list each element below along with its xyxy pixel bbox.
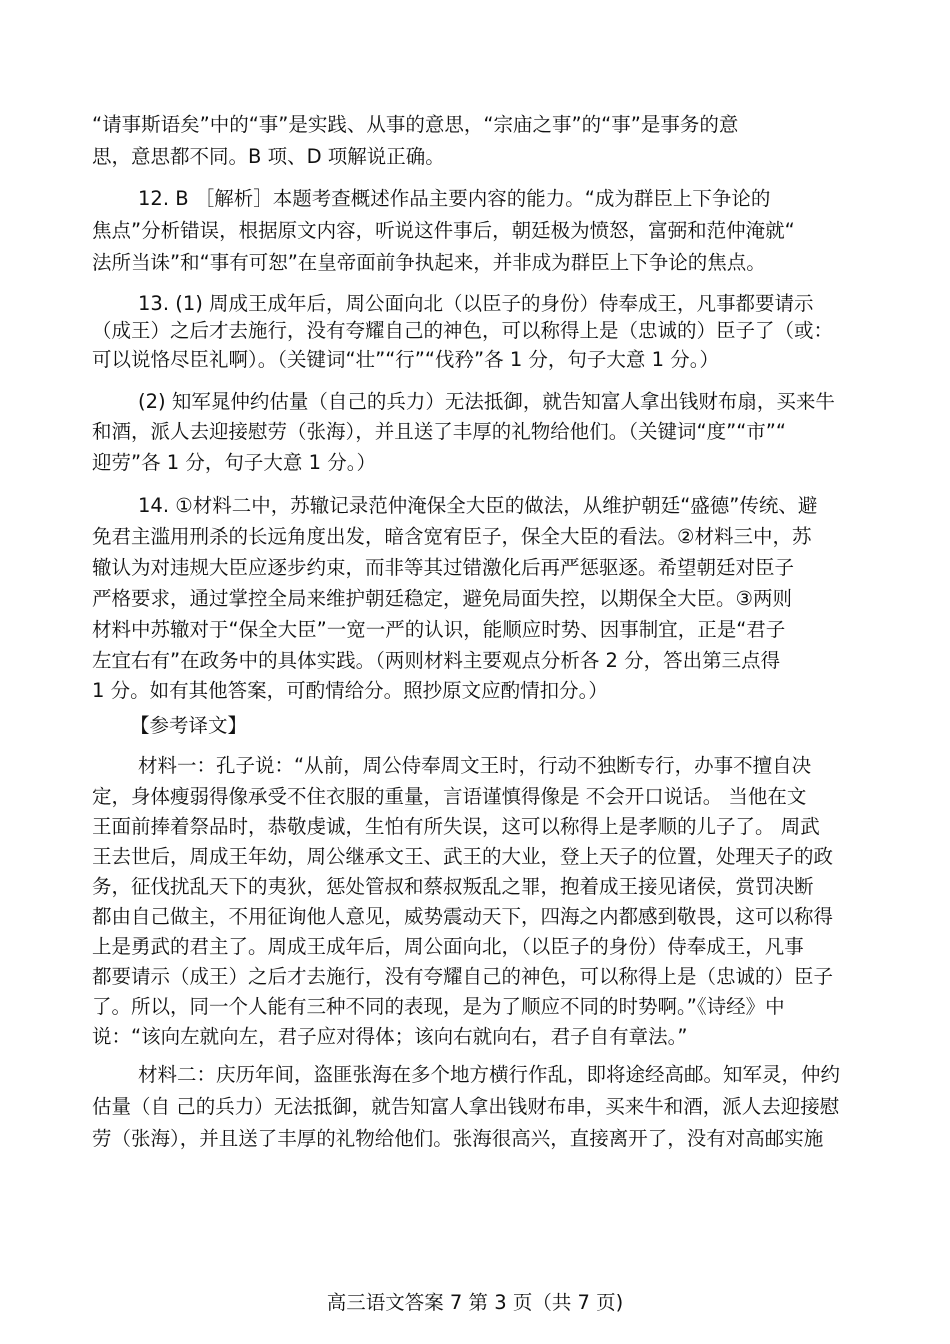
- text-line: 焦点”分析错误，根据原文内容，听说这件事后，朝廷极为愤怒，富弼和范仲淹就“: [92, 219, 795, 242]
- text-line: 辙认为对违规大臣应逐步约束，而非等其过错激化后再严惩驱逐。希望朝廷对臣子: [92, 556, 795, 579]
- translation-line: 劳（张海），并且送了丰厚的礼物给他们。张海很高兴，直接离开了，没有对高邮实施: [92, 1127, 824, 1150]
- text-line: 可以说恪尽臣礼啊）。（关键词“壮”“行”“伐矜”各 1 分，句子大意 1 分。）: [92, 348, 719, 371]
- translation-line: 王去世后，周成王年幼，周公继承文王、武王的大业，登上天子的位置，处理天子的政: [92, 845, 834, 868]
- text-line: 思，意思都不同。B 项、D 项解说正确。: [92, 145, 445, 168]
- answer-13-line: 13. (1) 周成王成年后，周公面向北（以臣子的身份）侍奉成王，凡事都要请示: [138, 292, 814, 315]
- text-line: 严格要求，通过掌控全局来维护朝廷稳定，避免局面失控，以期保全大臣。③两则: [92, 587, 792, 610]
- text-line: 迎劳”各 1 分，句子大意 1 分。）: [92, 451, 376, 474]
- page-footer: 高三语文答案 7 第 3 页（共 7 页): [326, 1291, 624, 1314]
- text-line: 1 分。如有其他答案，可酌情给分。照抄原文应酌情扣分。）: [92, 679, 608, 702]
- translation-line: 材料二：庆历年间，盗匪张海在多个地方横行作乱，即将途经高邮。知军灵，仲约: [138, 1063, 841, 1086]
- text-line: “请事斯语矣”中的“事”是实践、从事的意思，“宗庙之事”的“事”是事务的意: [92, 113, 739, 136]
- text-line: （成王）之后才去施行，没有夸耀自己的神色，可以称得上是（忠诚的）臣子了（或：: [92, 319, 834, 342]
- translation-line: 说：“该向左就向左，君子应对得体；该向右就向右，君子自有章法。”: [92, 1025, 688, 1048]
- translation-line: 上是勇武的君主了。周成王成年后，周公面向北，（以臣子的身份）侍奉成王，凡事: [92, 935, 804, 958]
- answer-13-2-line: (2) 知军晁仲约估量（自己的兵力）无法抵御，就告知富人拿出钱财布扇，买来牛: [138, 390, 835, 413]
- answer-12-line: 12. B ［解析］本题考查概述作品主要内容的能力。“成为群臣上下争论的: [138, 187, 771, 210]
- text-line: 免君主滥用刑杀的长远角度出发，暗含宽宥臣子，保全大臣的看法。②材料三中，苏: [92, 525, 812, 548]
- translation-line: 估量（自 己的兵力）无法抵御，就告知富人拿出钱财布串，买来牛和酒，派人去迎接慰: [92, 1095, 840, 1118]
- answer-14-line: 14. ①材料二中，苏辙记录范仲淹保全大臣的做法，从维护朝廷“盛德”传统、避: [138, 494, 818, 517]
- text-line: 材料中苏辙对于“保全大臣”一宽一严的认识，能顺应时势、因事制宜，正是“君子: [92, 618, 786, 641]
- translation-line: 定，身体瘦弱得像承受不住衣服的重量，言语谨慎得像是 不会开口说话。 当他在文: [92, 785, 807, 808]
- translation-line: 都由自己做主，不用征询他人意见，威势震动天下，四海之内都感到敬畏，这可以称得: [92, 905, 834, 928]
- text-line: 左宜右有”在政务中的具体实践。（两则材料主要观点分析各 2 分，答出第三点得: [92, 649, 781, 672]
- translation-line: 王面前捧着祭品时，恭敬虔诚，生怕有所失误，这可以称得上是孝顺的儿子了。 周武: [92, 815, 820, 838]
- translation-line: 了。所以，同一个人能有三种不同的表现，是为了顺应不同的时势啊。”《诗经》中: [92, 995, 785, 1018]
- translation-line: 都要请示（成王）之后才去施行，没有夸耀自己的神色，可以称得上是（忠诚的）臣子: [92, 965, 834, 988]
- text-line: 和酒，派人去迎接慰劳（张海），并且送了丰厚的礼物给他们。（关键词“度”“市”“: [92, 420, 787, 443]
- section-heading: 【参考译文】: [130, 714, 248, 737]
- translation-line: 材料一：孔子说：“从前，周公侍奉周文王时，行动不独断专行，办事不擅自决: [138, 754, 812, 777]
- text-line: 法所当诛”和“事有可恕”在皇帝面前争执起来，并非成为群臣上下争论的焦点。: [92, 251, 766, 274]
- translation-line: 务，征伐扰乱天下的夷狄，惩处管叔和蔡叔叛乱之罪，抱着成王接见诸侯，赏罚决断: [92, 875, 814, 898]
